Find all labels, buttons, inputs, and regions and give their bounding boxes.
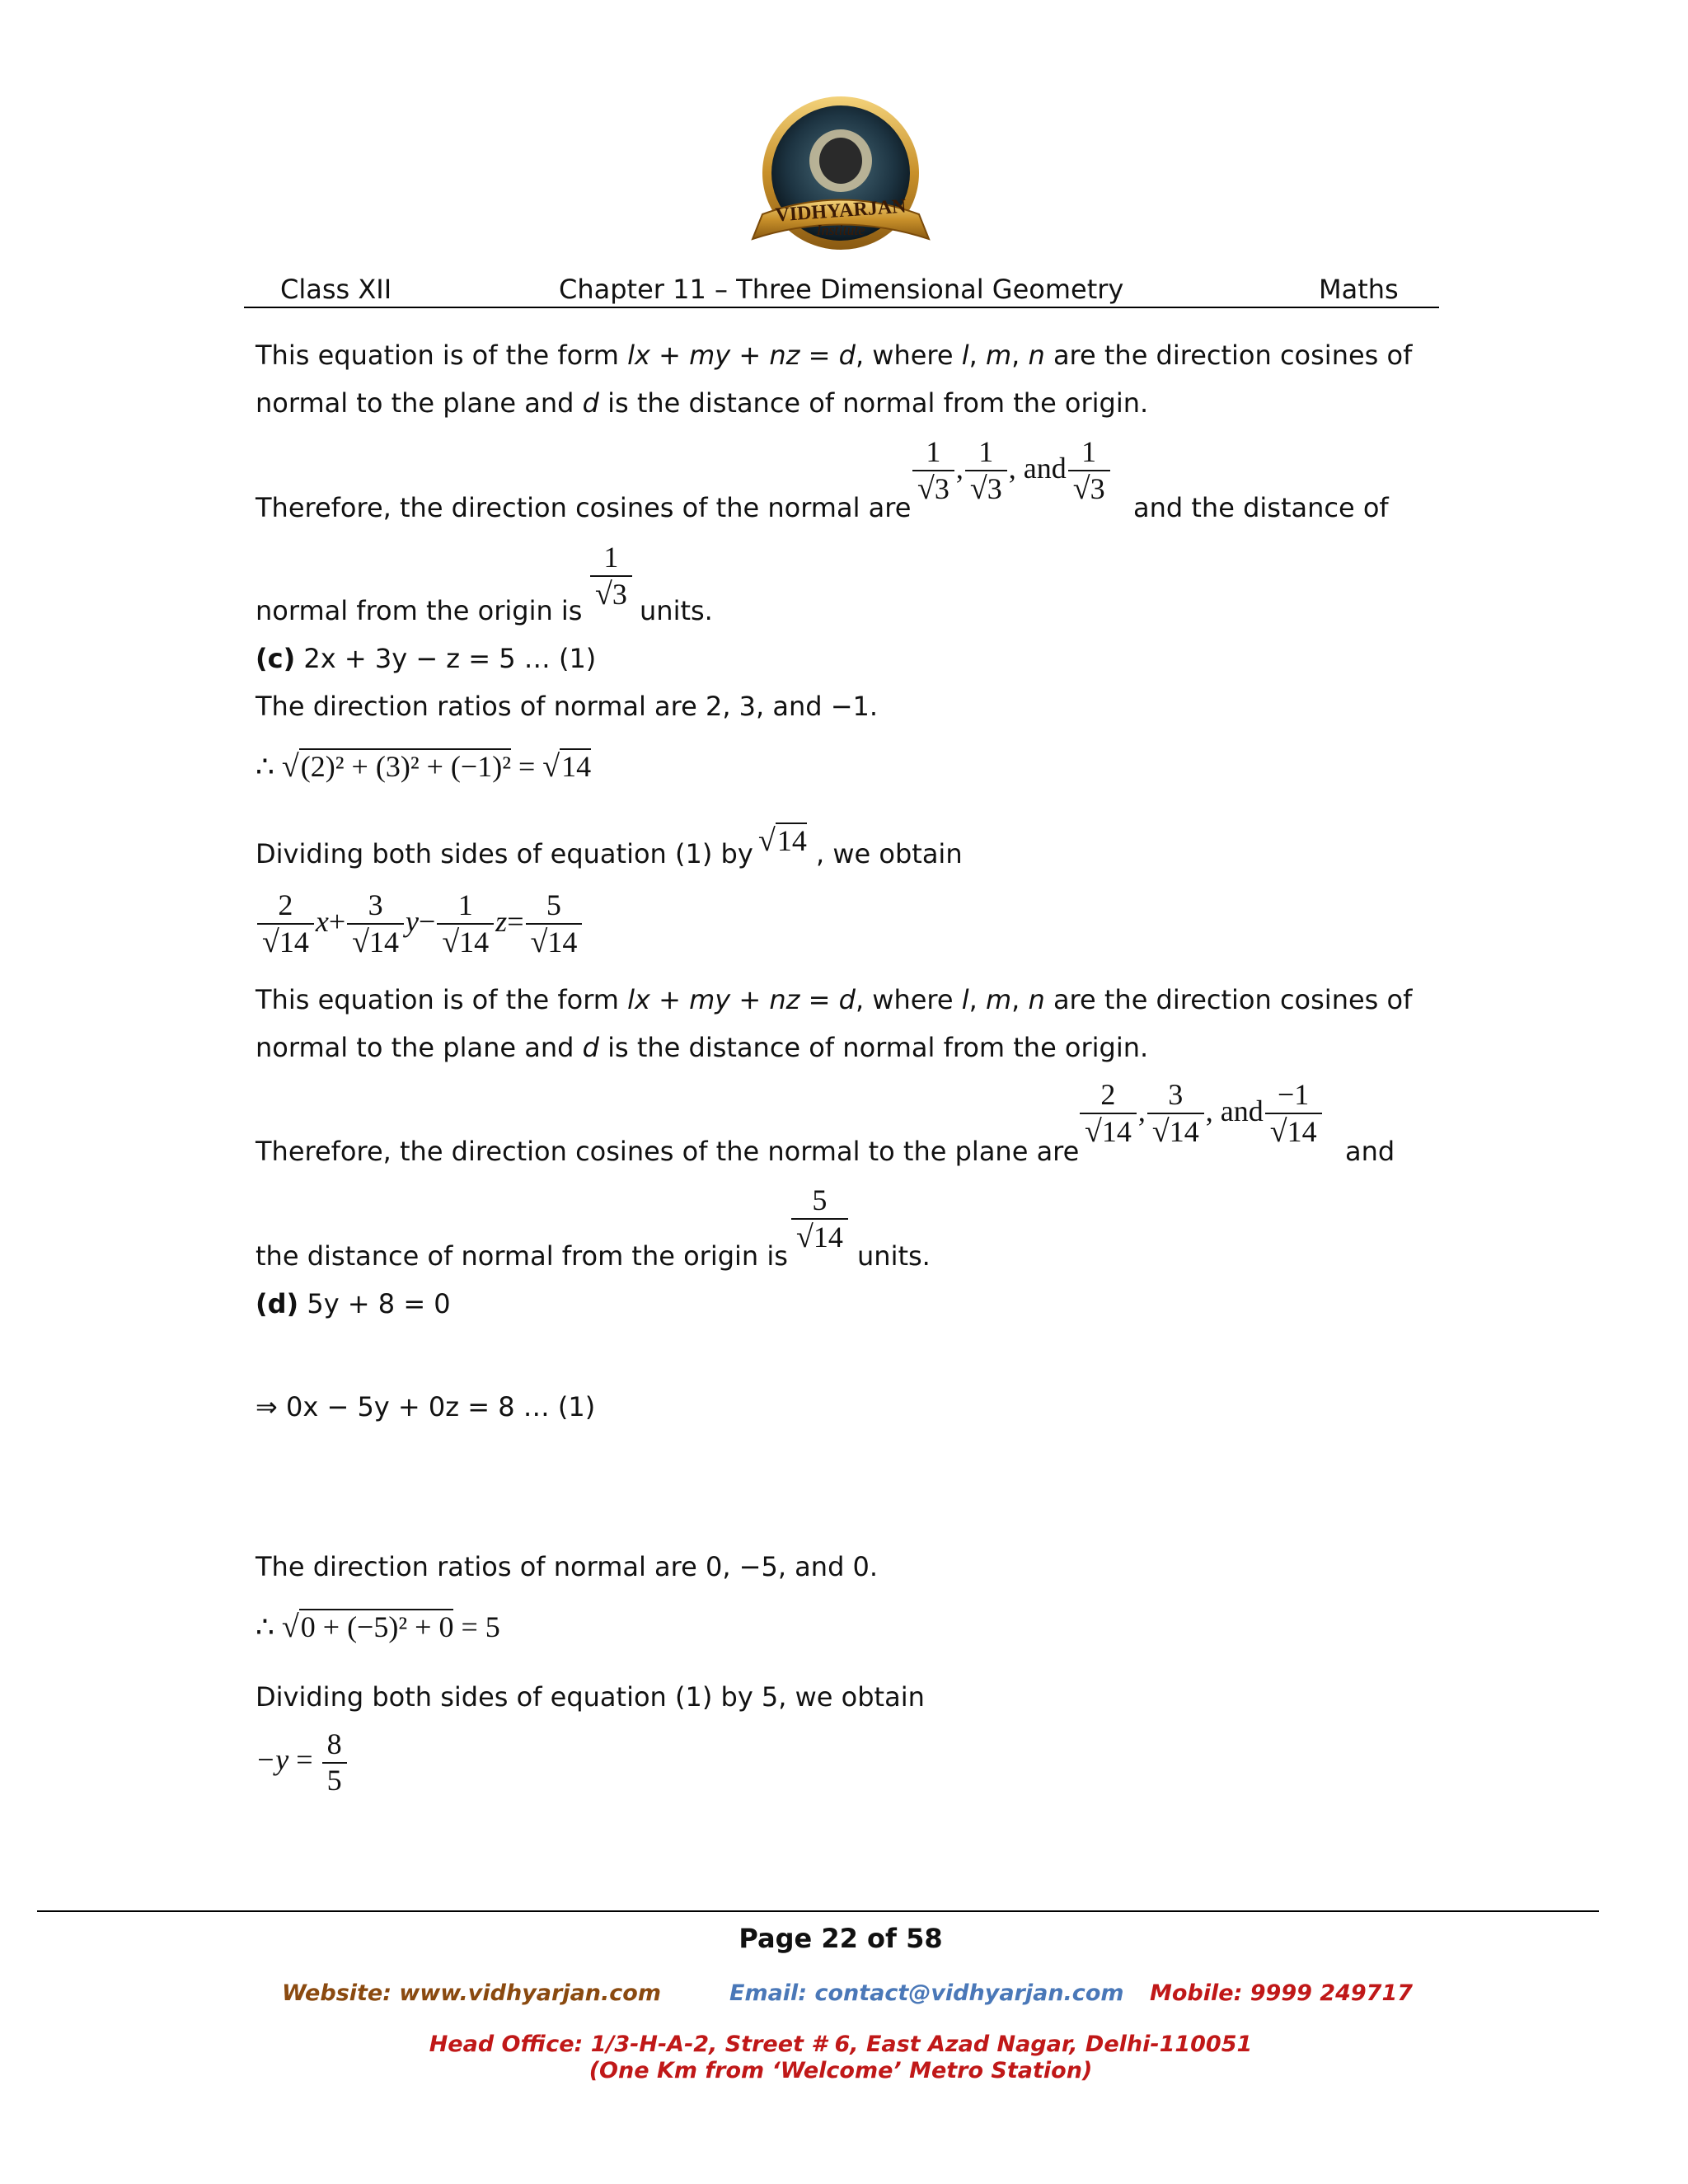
header-chapter: Chapter 11 – Three Dimensional Geometry — [559, 274, 1124, 305]
dividing-text-c-b: , we obtain — [816, 838, 963, 869]
footer-website[interactable]: Website: www.vidhyarjan.com — [282, 1980, 661, 2006]
normalized-equation-c: $\frac{2}{√14}$ x+ $\frac{3}{√14}$ y− $\frac{1}{√14}$ z= $\frac{5}{√14}$ — [256, 890, 584, 959]
direction-cosines-text-2b: and — [1345, 1136, 1395, 1167]
institute-logo — [738, 95, 944, 268]
fraction: $\frac{1}{√3}$ — [590, 542, 632, 612]
fraction: $\frac{1}{√3}$ — [912, 437, 954, 506]
direction-cosines-math-1: $\frac{1}{√3}$ , $\frac{1}{√3}$ , and $\frac{1}{√3}$ — [911, 437, 1112, 506]
direction-cosines-math-2: $\frac{2}{√14}$ , $\frac{3}{√14}$ , and $\frac{-1}{√14}$ — [1078, 1080, 1324, 1149]
distance-text-2b: units. — [857, 1240, 931, 1272]
header-subject: Maths — [1319, 274, 1399, 305]
dividing-sqrt14: √14 — [758, 823, 807, 858]
footer-divider — [37, 1910, 1599, 1912]
footer-address-note: (One Km from ‘Welcome’ Metro Station) — [588, 2058, 1093, 2083]
fraction: $\frac{1}{√3}$ — [965, 437, 1007, 506]
part-d-equation-2: ⇒ 0x − 5y + 0z = 8 … (1) — [256, 1391, 596, 1422]
fraction: $\frac{2}{√14}$ — [1080, 1080, 1137, 1149]
logo-emblem-icon — [738, 95, 944, 268]
dividing-text-c: Dividing both sides of equation (1) by — [256, 838, 753, 869]
direction-ratios-d: The direction ratios of normal are 0, −5, and 0. — [256, 1551, 879, 1582]
magnitude-d: ∴ √0 + (−5)² + 0 = 5 — [256, 1610, 500, 1644]
direction-cosines-text-1b: and the distance of — [1133, 492, 1389, 523]
distance-text-2: the distance of normal from the origin is — [256, 1240, 788, 1272]
footer-address: Head Office: 1/3-H-A-2, Street # 6, East Azad Nagar, Delhi-110051 — [429, 2032, 1253, 2057]
result-d: −y = $\frac{8}{5}$ — [256, 1729, 349, 1797]
direction-cosines-text-1: Therefore, the direction cosines of the normal are — [256, 492, 912, 523]
header-class: Class XII — [280, 274, 392, 305]
fraction: $\frac{2}{√14}$ — [257, 890, 314, 959]
paragraph-form-1: This equation is of the form lx + my + nz = d, where l, m, n are the direction cosines of — [256, 340, 1413, 371]
distance-text-1b: units. — [640, 595, 713, 626]
fraction: $\frac{3}{√14}$ — [347, 890, 404, 959]
fraction: $\frac{1}{√14}$ — [437, 890, 494, 959]
paragraph-form-2: This equation is of the form lx + my + nz = d, where l, m, n are the direction cosines of — [256, 984, 1413, 1015]
part-d-equation: (d) 5y + 8 = 0 — [256, 1288, 451, 1319]
fraction: $\frac{-1}{√14}$ — [1265, 1080, 1322, 1149]
page-number: Page 22 of 58 — [738, 1923, 943, 1954]
header-divider — [244, 307, 1439, 308]
dividing-text-d: Dividing both sides of equation (1) by 5, we obtain — [256, 1681, 925, 1713]
fraction: $\frac{3}{√14}$ — [1147, 1080, 1204, 1149]
distance-text-1: normal from the origin is — [256, 595, 583, 626]
direction-cosines-text-2: Therefore, the direction cosines of the normal to the plane are — [256, 1136, 1080, 1167]
distance-math-2 — [790, 1185, 850, 1254]
fraction: $\frac{5}{√14}$ — [526, 890, 583, 959]
distance-math-1 — [588, 542, 634, 612]
logo-subtext: Institute — [816, 222, 865, 238]
paragraph-form-2-line2: normal to the plane and d is the distance of normal from the origin. — [256, 1032, 1149, 1063]
fraction: $\frac{5}{√14}$ — [791, 1185, 848, 1254]
fraction: $\frac{8}{5}$ — [322, 1729, 347, 1797]
magnitude-c: ∴ √(2)² + (3)² + (−1)² = √14 — [256, 749, 592, 784]
part-c-equation: (c) 2x + 3y − z = 5 … (1) — [256, 643, 597, 674]
footer-email[interactable]: Email: contact@vidhyarjan.com — [729, 1980, 1124, 2006]
paragraph-form-1-line2: normal to the plane and d is the distance of normal from the origin. — [256, 387, 1149, 419]
fraction: $\frac{1}{√3}$ — [1068, 437, 1110, 506]
footer-mobile: Mobile: 9999 249717 — [1150, 1980, 1414, 2006]
logo-text: VIDHYARJAN — [774, 195, 907, 227]
direction-ratios-c: The direction ratios of normal are 2, 3, and −1. — [256, 691, 879, 722]
